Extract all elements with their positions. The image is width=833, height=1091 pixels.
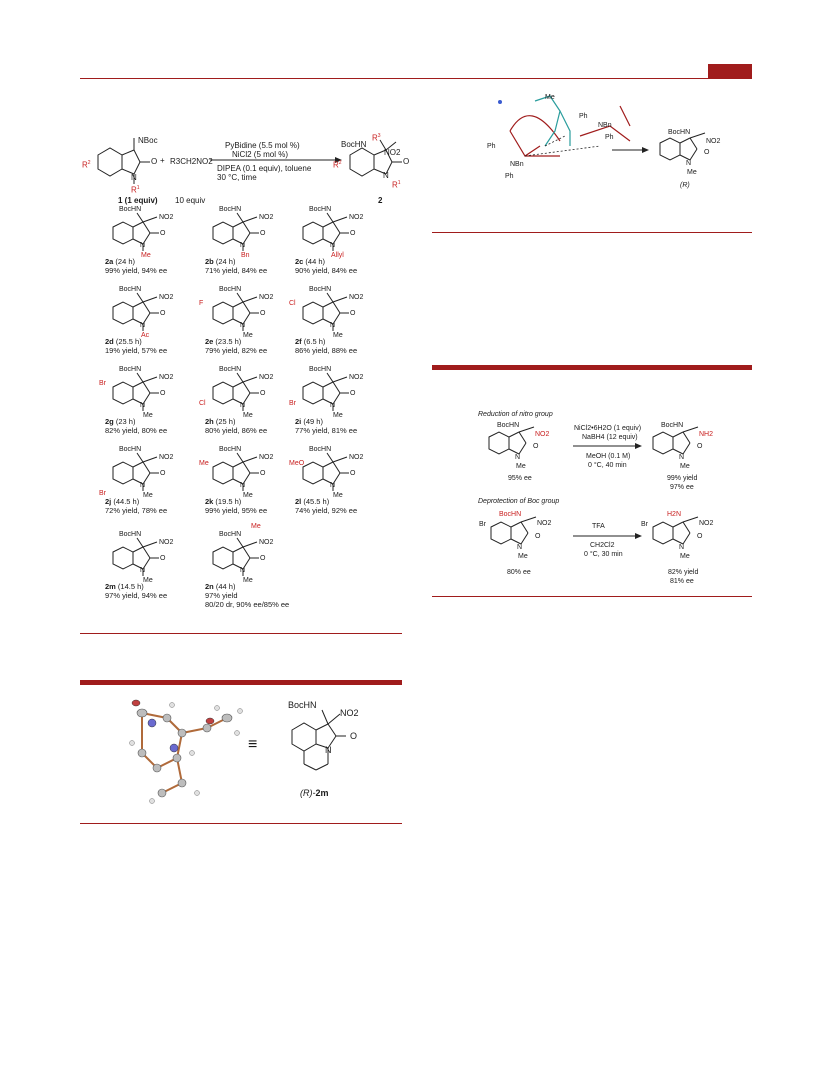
cond1-4: 0 °C, 40 min <box>588 462 627 469</box>
entry-2b-no2: NO2 <box>259 214 274 221</box>
entry-2h-n: N <box>240 402 246 409</box>
product-structure-2h <box>213 373 259 411</box>
entry-2d-substituent: Ac <box>141 332 150 339</box>
prod1-nh2: NH2 <box>699 431 714 438</box>
product-structure-2e <box>213 293 259 331</box>
entry-2f-n: N <box>330 322 336 329</box>
entry-2h-boc: BocHN <box>219 366 242 373</box>
entry-2b-o: O <box>260 230 266 237</box>
product-structure-2b <box>213 213 259 251</box>
scheme3-bottom-rule <box>432 596 752 597</box>
entry-2f-me: Me <box>333 332 343 339</box>
entry-2g-no2: NO2 <box>159 374 174 381</box>
entry-2n-boc: BocHN <box>219 531 242 538</box>
entry-caption-2m: 2m (14.5 h) 97% yield, 94% ee <box>105 582 168 600</box>
ts-ph-4: Ph <box>505 173 514 180</box>
condition-1: PyBidine (5.5 mol %) <box>225 141 300 150</box>
product-structure-2g <box>113 373 159 411</box>
entry-2j-substituent: Br <box>99 490 106 497</box>
entry-2c-substituent: Allyl <box>331 252 344 259</box>
product-boc: BocHN <box>341 140 367 149</box>
entry-2f-substituent: Cl <box>289 300 296 307</box>
product-structure-2a <box>113 213 159 251</box>
entry-2l-me: Me <box>333 492 343 499</box>
prod1-n: N <box>679 454 685 461</box>
ts-product-no2: NO2 <box>706 138 721 145</box>
transition-state-graphic <box>470 86 655 196</box>
product-structure-2n <box>213 538 259 576</box>
xray-bottom-rule <box>80 823 402 824</box>
entry-2l-n: N <box>330 482 336 489</box>
entry-2a-no2: NO2 <box>159 214 174 221</box>
page-tab <box>708 64 752 78</box>
entry-2f-o: O <box>350 310 356 317</box>
entry-2h-no2: NO2 <box>259 374 274 381</box>
sm1-me: Me <box>516 463 526 470</box>
entry-2n-o: O <box>260 555 266 562</box>
entry-2i-no2: NO2 <box>349 374 364 381</box>
prod1-ee: 97% ee <box>670 484 694 491</box>
entry-2e-boc: BocHN <box>219 286 242 293</box>
prod1-o: O <box>697 443 703 450</box>
entry-2m-boc: BocHN <box>119 531 142 538</box>
entry-2i-substituent: Br <box>289 400 296 407</box>
entry-2k-no2: NO2 <box>259 454 274 461</box>
entry-2j-boc: BocHN <box>119 446 142 453</box>
prod1-boc: BocHN <box>661 422 684 429</box>
entry-caption-2c: 2c (44 h) 90% yield, 84% ee <box>295 257 358 275</box>
ts-me: Me <box>545 94 555 101</box>
entry-2m-me-placeholder: Me <box>143 577 153 584</box>
ts-nbn-2: NBn <box>510 161 524 168</box>
entry-2l-o: O <box>350 470 356 477</box>
entry-2a-boc: BocHN <box>119 206 142 213</box>
entry-2n-n: N <box>240 567 246 574</box>
entry-2n-no2: NO2 <box>259 539 274 546</box>
sm2-ee: 80% ee <box>507 569 531 576</box>
sm2-o: O <box>535 533 541 540</box>
ts-nbn-1: NBn <box>598 122 612 129</box>
condition-2: NiCl2 (5 mol %) <box>232 150 289 159</box>
prod2-yield: 82% yield <box>668 569 699 576</box>
reactant1-o: O <box>151 157 158 166</box>
sm2-n: N <box>517 544 523 551</box>
entry-2c-no2: NO2 <box>349 214 364 221</box>
entry-2a-n: N <box>140 242 146 249</box>
product-n: N <box>383 171 389 180</box>
prod2-h2n: H2N <box>667 511 682 518</box>
sm2-no2: NO2 <box>537 520 552 527</box>
reactant1-r2: $R^2$ <box>82 160 91 170</box>
entry-2a-o: O <box>160 230 166 237</box>
entry-2e-me: Me <box>243 332 253 339</box>
entry-2m-o: O <box>160 555 166 562</box>
reactant2-label: 10 equiv <box>175 196 206 205</box>
xray-label: (R)-2m <box>300 788 329 798</box>
prod2-br: Br <box>641 521 648 528</box>
entry-caption-2b: 2b (24 h) 71% yield, 84% ee <box>205 257 268 275</box>
cond2-1: TFA <box>592 523 605 530</box>
sm1-n: N <box>515 454 521 461</box>
condition-3: DIPEA (0.1 equiv), toluene <box>217 164 312 173</box>
product-structure-2f <box>303 293 349 331</box>
ts-product-o: O <box>704 149 710 156</box>
entry-2j-no2: NO2 <box>159 454 174 461</box>
entry-2e-no2: NO2 <box>259 294 274 301</box>
scheme3-top-rule <box>432 365 752 370</box>
entry-caption-2f: 2f (6.5 h) 86% yield, 88% ee <box>295 337 358 355</box>
cond2-3: 0 °C, 30 min <box>584 551 623 558</box>
entry-2l-boc: BocHN <box>309 446 332 453</box>
entry-2c-o: O <box>350 230 356 237</box>
entry-caption-2j: 2j (44.5 h) 72% yield, 78% ee <box>105 497 168 515</box>
xray-no2: NO2 <box>340 708 359 718</box>
entry-caption-2g: 2g (23 h) 82% yield, 80% ee <box>105 417 168 435</box>
product-r1: $R^1$ <box>392 180 401 190</box>
ts-ph-2: Ph <box>605 134 614 141</box>
product-structure-2l <box>303 453 349 491</box>
entry-2h-o: O <box>260 390 266 397</box>
product-structure-2c <box>303 213 349 251</box>
entry-2k-substituent: Me <box>199 460 209 467</box>
entry-2f-boc: BocHN <box>309 286 332 293</box>
entry-2g-me: Me <box>143 412 153 419</box>
entry-2g-n: N <box>140 402 146 409</box>
entry-2i-me: Me <box>333 412 343 419</box>
scheme3-arrow-2 <box>573 531 643 541</box>
ts-bottom-rule <box>432 232 752 233</box>
product-o: O <box>403 157 410 166</box>
entry-2d-boc: BocHN <box>119 286 142 293</box>
prod1-yield: 99% yield <box>667 475 698 482</box>
header-rule <box>80 78 752 79</box>
product-structure-2j <box>113 453 159 491</box>
reactant1-label: 1 (1 equiv) <box>118 196 158 205</box>
entry-caption-2a: 2a (24 h) 99% yield, 94% ee <box>105 257 168 275</box>
entry-2e-substituent: F <box>199 300 204 307</box>
product-r2: $R^2$ <box>333 160 342 170</box>
entry-2i-boc: BocHN <box>309 366 332 373</box>
cond1-1: NiCl2•6H2O (1 equiv) <box>574 425 642 432</box>
scheme3-arrow-1 <box>573 441 643 451</box>
entry-caption-2k: 2k (19.5 h) 99% yield, 95% ee <box>205 497 268 515</box>
prod2-o: O <box>697 533 703 540</box>
cond1-2: NaBH4 (12 equiv) <box>582 434 638 441</box>
sm2-boc: BocHN <box>499 511 522 518</box>
entry-2b-n: N <box>240 242 246 249</box>
reactant1-n: N <box>131 173 137 182</box>
entry-2c-n: N <box>330 242 336 249</box>
entry-2c-boc: BocHN <box>309 206 332 213</box>
entry-2d-no2: NO2 <box>159 294 174 301</box>
equivalence-sign: ≡ <box>248 736 258 753</box>
entry-2l-no2: NO2 <box>349 454 364 461</box>
entry-2k-me: Me <box>243 492 253 499</box>
ts-product-me: Me <box>687 169 697 176</box>
xray-boc: BocHN <box>288 700 317 710</box>
xray-ortep-graphic <box>122 693 252 808</box>
scheme3-title-2: Deprotection of Boc group <box>478 498 560 505</box>
sm1-boc: BocHN <box>497 422 520 429</box>
entry-caption-2n: 2n (44 h) 97% yield 80/20 dr, 90% ee/85% ee <box>205 582 290 609</box>
prod2-ee: 81% ee <box>670 578 694 585</box>
entry-2a-substituent: Me <box>141 252 151 259</box>
entry-2n-substituent: Me <box>251 523 261 530</box>
plus-sign: + <box>160 156 165 165</box>
prod2-no2: NO2 <box>699 520 714 527</box>
product-r3: $R^3$ <box>372 133 381 143</box>
entry-2e-n: N <box>240 322 246 329</box>
entry-2i-n: N <box>330 402 336 409</box>
entry-2h-substituent: Cl <box>199 400 206 407</box>
ts-ph-3: Ph <box>487 143 496 150</box>
entry-2b-substituent: Bn <box>241 252 250 259</box>
entry-2g-boc: BocHN <box>119 366 142 373</box>
entry-2h-me: Me <box>243 412 253 419</box>
xray-n: N <box>325 745 332 755</box>
prod2-n: N <box>679 544 685 551</box>
condition-4: 30 °C, time <box>217 173 257 182</box>
entry-2j-o: O <box>160 470 166 477</box>
sm2-br: Br <box>479 521 486 528</box>
ts-ph-1: Ph <box>579 113 588 120</box>
product-structure-2i <box>303 373 349 411</box>
prod2-me: Me <box>680 553 690 560</box>
entry-caption-2h: 2h (25 h) 80% yield, 86% ee <box>205 417 268 435</box>
product-structure-2k <box>213 453 259 491</box>
xray-top-rule <box>80 680 402 685</box>
cond2-2: CH2Cl2 <box>590 542 615 549</box>
entry-2j-n: N <box>140 482 146 489</box>
product-structure-2d <box>113 293 159 331</box>
entry-2n-me: Me <box>243 577 253 584</box>
ts-product-label: (R) <box>680 182 690 189</box>
product-label: 2 <box>378 196 383 205</box>
reactant1-nboc: NBoc <box>138 136 158 145</box>
entry-caption-2l: 2l (45.5 h) 74% yield, 92% ee <box>295 497 358 515</box>
product-no2: NO2 <box>384 148 401 157</box>
entry-2k-o: O <box>260 470 266 477</box>
product-structure-2m <box>113 538 159 576</box>
entry-2l-substituent: MeO <box>289 460 305 467</box>
entry-2e-o: O <box>260 310 266 317</box>
ts-product-boc: BocHN <box>668 129 691 136</box>
entry-2g-substituent: Br <box>99 380 106 387</box>
reactant1-r1: $R^1$ <box>131 185 140 195</box>
scheme3-title-1: Reduction of nitro group <box>478 411 553 418</box>
entry-2k-n: N <box>240 482 246 489</box>
entry-2i-o: O <box>350 390 356 397</box>
entry-2b-boc: BocHN <box>219 206 242 213</box>
nitroalkane: R3CH2NO2 <box>170 157 213 166</box>
ts-product-n: N <box>686 160 692 167</box>
entry-2d-n: N <box>140 322 146 329</box>
entry-2j-me: Me <box>143 492 153 499</box>
entry-caption-2e: 2e (23.5 h) 79% yield, 82% ee <box>205 337 268 355</box>
entry-2f-no2: NO2 <box>349 294 364 301</box>
scheme2-bottom-rule <box>80 633 402 634</box>
sm1-o: O <box>533 443 539 450</box>
entry-2d-o: O <box>160 310 166 317</box>
entry-2g-o: O <box>160 390 166 397</box>
entry-2m-n: N <box>140 567 146 574</box>
entry-caption-2d: 2d (25.5 h) 19% yield, 57% ee <box>105 337 168 355</box>
entry-2m-no2: NO2 <box>159 539 174 546</box>
sm1-no2: NO2 <box>535 431 550 438</box>
prod1-me: Me <box>680 463 690 470</box>
entry-2k-boc: BocHN <box>219 446 242 453</box>
xray-o: O <box>350 731 358 741</box>
sm2-me: Me <box>518 553 528 560</box>
entry-caption-2i: 2i (49 h) 77% yield, 81% ee <box>295 417 358 435</box>
sm1-ee: 95% ee <box>508 475 532 482</box>
ts-arrow <box>612 145 652 155</box>
cond1-3: MeOH (0.1 M) <box>586 453 631 460</box>
